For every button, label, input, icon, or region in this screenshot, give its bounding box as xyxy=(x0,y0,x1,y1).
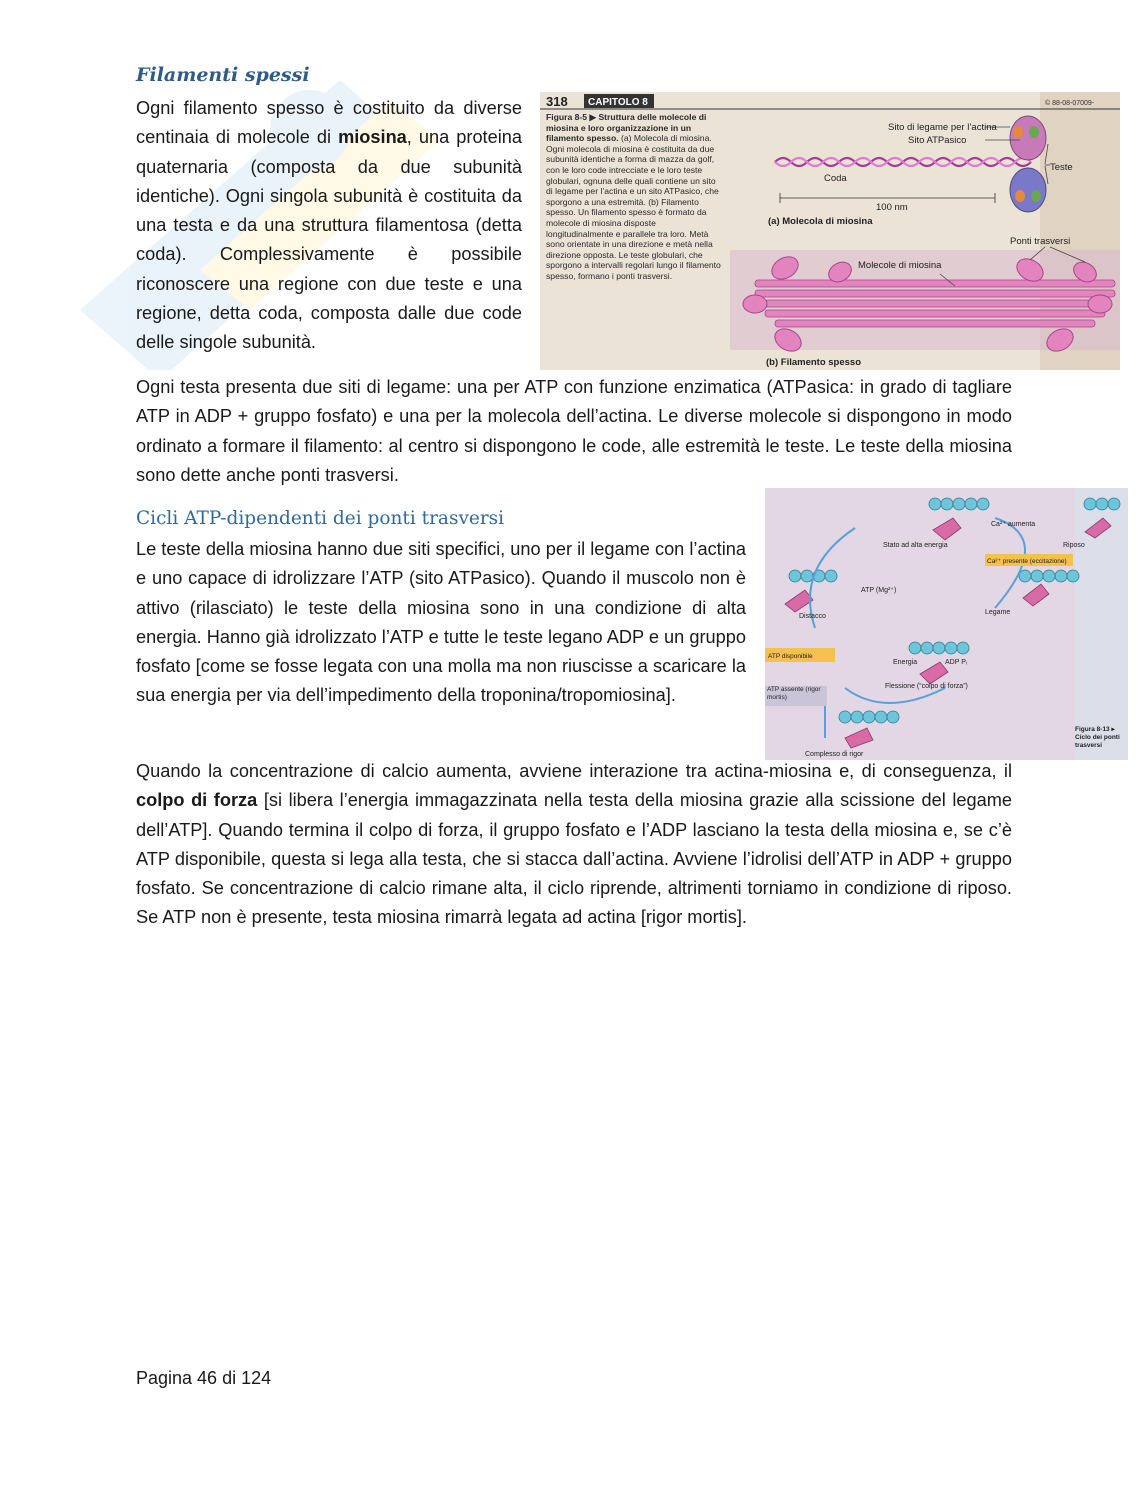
paragraph-power-stroke: Quando la concentrazione di calcio aumenta, avviene interazione tra actina-miosina e, di conseguenza, il colpo di forza [si libera l’energia immagazzinata nella testa della miosina grazie alla scissione del legame dell’ATP]. Quando termina il colpo di forza, il gruppo fosfato e l’ADP lasciano la testa della miosina e, se c’è ATP disponibile, questa si lega alla testa, che si stacca dall’actina. Avviene l’idrolisi dell’ATP in ADP + gruppo fosfato. Se concentrazione di calcio rimane alta, il ciclo riprende, altrimenti torniamo in condizione di riposo. Se ATP non è presente, testa miosina rimarrà legata ad actina [rigor mortis]. xyxy=(136,761,1013,928)
label-tail: Coda xyxy=(824,173,847,184)
fig2-atp-available: ATP disponibile xyxy=(768,653,813,660)
fig2-energy: Energia xyxy=(893,659,918,666)
fig2-rest: Riposo xyxy=(1063,542,1085,549)
fig2-caption: Figura 8-13 ▸ Ciclo dei ponti trasversi xyxy=(1075,726,1120,749)
fig2-step1: Stato ad alta energia xyxy=(883,542,948,549)
fig2-ca-increase: Ca²⁺ aumenta xyxy=(991,521,1036,528)
fig2-adp-pi: ADP Pᵢ xyxy=(945,659,967,666)
fig2-atp-mg: ATP (Mg²⁺) xyxy=(861,587,897,594)
label-heads: Teste xyxy=(1050,162,1073,173)
paragraph-myosin-heads: Le teste della miosina hanno due siti specifici, uno per il legame con l’actina e uno capace di idrolizzare l’ATP (sito ATPasico). Quando il muscolo non è attivo (rilasciato) le teste della miosina sono in una condizione di alta energia. Hanno già idrolizzato l’ATP e tutte le teste legano ADP e un gruppo fosfato [come se fosse legata con una molla ma non riuscisse a scaricare la sua energia per via dell’impedimento della troponina/tropomiosina]. xyxy=(136,539,746,706)
page-footer: Pagina 46 di 124 xyxy=(136,1368,272,1388)
figure1-code: © 88-08-07009- xyxy=(1045,100,1095,107)
figure1-page-number: 318 xyxy=(546,94,568,109)
paragraph-binding-sites: Ogni testa presenta due siti di legame: una per ATP con funzione enzimatica (ATPasica: in grado di tagliare ATP in ADP + gruppo fosfato) e una per la molecola dell’actina. Le diverse molecole si dispongono in modo ordinato a formare il filamento: al centro si dispongono le code, alle estremità le teste. Le teste della miosina sono dette anche ponti trasversi. xyxy=(136,377,1012,485)
fig2-ca-persistent: Ca²⁺ presente (eccitazione) xyxy=(987,558,1067,565)
section-heading-atp-cycles: Cicli ATP-dipendenti dei ponti trasversi xyxy=(136,508,505,529)
section-heading-thick-filaments: Filamenti spessi xyxy=(136,64,310,86)
figure-myosin-structure xyxy=(540,92,1120,370)
label-molecules: Molecole di miosina xyxy=(858,260,942,271)
label-part-b: (b) Filamento spesso xyxy=(766,357,862,368)
figure1-chapter: CAPITOLO 8 xyxy=(588,97,648,108)
label-part-a: (a) Molecola di miosina xyxy=(768,216,873,227)
keyword-miosina: miosina xyxy=(338,127,407,148)
label-actin-site: Sito di legame per l’actina xyxy=(888,122,997,133)
label-atp-site: Sito ATPasico xyxy=(908,135,967,146)
keyword-colpo-di-forza: colpo di forza xyxy=(136,790,258,811)
figure1-caption-body: (a) Molecola di miosina. Ogni molecola di miosina è costituita da due subunità identiche a forma di mazza da golf, con le loro code intrecciate e le loro teste globulari, ognuna delle quali contiene un sito di legame per l’actina e un sito ATPasico, che sporgono a una estremità. (b) Filamento spesso. Un filamento spesso è formato da molecole di miosina disposte longitudinalmente e parallele tra loro. Metà sono orientate in una direzione e metà nella direzione opposta. Le teste globulari, che sporgono a intervalli regolari lungo il filamento spesso, formano i ponti trasversi. xyxy=(546,133,721,281)
figure-crossbridge-cycle xyxy=(765,488,1128,760)
fig2-rigor: Complesso di rigor xyxy=(805,751,864,758)
fig2-detach: Distacco xyxy=(799,613,826,620)
fig2-binding: Legame xyxy=(985,609,1011,616)
fig2-flexion: Flessione (“colpo di forza”) xyxy=(885,683,968,690)
label-bridges: Ponti trasversi xyxy=(1010,236,1071,247)
fig2-atp-absent: ATP assente (rigor mortis) xyxy=(767,686,821,701)
label-length: 100 nm xyxy=(876,202,908,213)
paragraph-thick-filament-intro: Ogni filamento spesso è costituito da diverse centinaia di molecole di miosina, una proteina quaternaria (composta da due subunità identiche). Ogni singola subunità è costituita da una testa e da una struttura filamentosa (detta coda). Complessivamente è possibile riconoscere una regione con due teste e una regione, detta coda, composta dalle due code delle singole subunità. xyxy=(136,98,522,353)
figure1-caption-title: Figura 8-5 ▶ Struttura delle molecole di miosina e loro organizzazione in un filamento spesso. xyxy=(546,112,707,144)
